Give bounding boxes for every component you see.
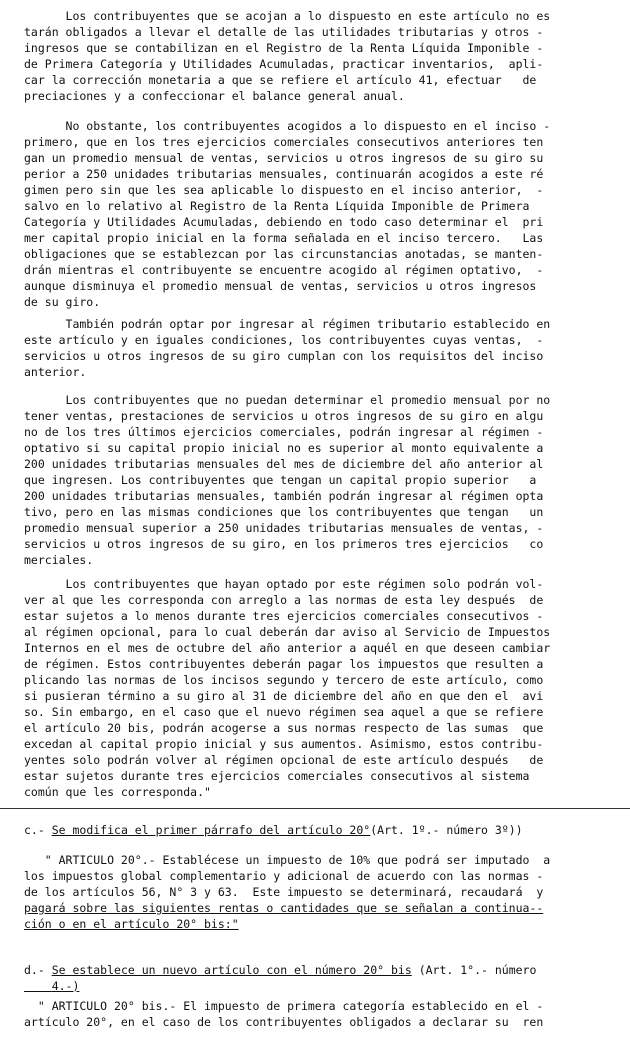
text-line: perior a 250 unidades tributarias mensuales, continuarán acogidos a este ré	[24, 167, 544, 181]
text-line: gan un promedio mensual de ventas, servicios u otros ingresos de su giro su	[24, 151, 544, 165]
text-line: servicios u otros ingresos de su giro cumplan con los requisitos del inciso	[24, 349, 544, 363]
text-line: aunque disminuya el promedio mensual de ventas, servicios u otros ingresos	[24, 279, 537, 293]
text-line: Categoría y Utilidades Acumuladas, debiendo en todo caso determinar el pri	[24, 215, 544, 229]
text-line: servicios u otros ingresos de su giro, en los primeros tres ejercicios co	[24, 537, 544, 551]
text-line: este artículo y en iguales condiciones, los contribuyentes cuyas ventas, -	[24, 333, 544, 347]
paragraph-3	[24, 316, 619, 380]
section-d-heading-line	[24, 962, 619, 978]
text-line: optativo si su capital propio inicial no es superior al monto equivalente a	[24, 441, 544, 455]
text-line: promedio mensual superior a 250 unidades tributarias mensuales de ventas, -	[24, 521, 544, 535]
text-line: obligaciones que se establezcan por las circunstancias anotadas, se manten-	[24, 247, 544, 261]
text-line: merciales.	[24, 553, 94, 567]
text-line: preciaciones y a confeccionar el balance general anual.	[24, 89, 405, 103]
text-line: artículo 20°, en el caso de los contribuyentes obligados a declarar su ren	[24, 1015, 544, 1029]
section-d-heading: Se establece un nuevo artículo con el número 20° bis	[51, 963, 412, 977]
text-line: 200 unidades tributarias mensuales, también podrán ingresar al régimen opta	[24, 489, 544, 503]
section-d-letter: d.-	[24, 963, 45, 977]
paragraph-4	[24, 392, 619, 568]
text-line: ver al que les corresponda con arreglo a las normas de esta ley después de	[24, 593, 544, 607]
section-c-reference: (Art. 1º.- número 3º))	[370, 823, 523, 837]
text-line: estar sujetos a lo menos durante tres ejercicios comerciales consecutivos -	[24, 609, 544, 623]
text-line: gimen pero sin que les sea aplicable lo dispuesto en el inciso anterior, -	[24, 183, 544, 197]
text-line: de los artículos 56, N° 3 y 63. Este impuesto se determinará, recaudará y	[24, 885, 544, 899]
text-line: tarán obligados a llevar el detalle de las utilidades tributarias y otros -	[24, 25, 544, 39]
section-d-reference: (Art. 1°.- número	[418, 963, 537, 977]
text-line: no de los tres últimos ejercicios comerciales, podrán ingresar al régimen -	[24, 425, 544, 439]
text-line: el artículo 20 bis, podrán acogerse a sus normas respecto de las sumas que	[24, 721, 544, 735]
separator-line	[0, 808, 630, 809]
section-d-quote	[24, 998, 619, 1030]
paragraph-5	[24, 576, 619, 800]
text-line: " ARTICULO 20°.- Establécese un impuesto de 10% que podrá ser imputado a	[24, 853, 551, 867]
text-line: Internos en el mes de octubre del año anterior a aquél en que deseen cambiar	[24, 641, 551, 655]
text-line: " ARTICULO 20° bis.- El impuesto de primera categoría establecido en el -	[24, 999, 544, 1013]
text-line: Los contribuyentes que hayan optado por este régimen solo podrán vol-	[24, 577, 544, 591]
section-d-reference-cont: 4.-)	[51, 979, 80, 993]
text-line: yentes solo podrán volver al régimen opcional de este artículo después de	[24, 753, 544, 767]
text-line: mer capital propio inicial en la forma señalada en el inciso tercero. Las	[24, 231, 544, 245]
text-line: de régimen. Estos contribuyentes deberán pagar los impuestos que resulten a	[24, 657, 544, 671]
text-line: anterior.	[24, 365, 87, 379]
text-line: Los contribuyentes que no puedan determinar el promedio mensual por no	[24, 393, 551, 407]
section-c-heading-line	[24, 822, 619, 838]
text-line: drán mientras el contribuyente se encuentre acogido al régimen optativo, -	[24, 263, 544, 277]
text-line: ingresos que se contabilizan en el Registro de la Renta Líquida Imponible -	[24, 41, 544, 55]
section-c-heading: Se modifica el primer párrafo del artículo 20°	[51, 823, 371, 837]
text-line: al régimen opcional, para lo cual deberán dar aviso al Servicio de Impuestos	[24, 625, 551, 639]
text-line: so. Sin embargo, en el caso que el nuevo régimen sea aquel a que se refiere	[24, 705, 544, 719]
section-c-quote	[24, 852, 619, 932]
text-line: 200 unidades tributarias mensuales del mes de diciembre del año anterior al	[24, 457, 544, 471]
paragraph-2	[24, 118, 619, 310]
text-line: plicando las normas de los incisos segundo y tercero de este artículo, como	[24, 673, 544, 687]
text-line: primero, que en los tres ejercicios comerciales consecutivos anteriores ten	[24, 135, 544, 149]
paragraph-1	[24, 8, 619, 104]
text-line: ción o en el artículo 20° bis:"	[24, 917, 239, 931]
text-line: si pusieran término a su giro al 31 de diciembre del año en que den el avi	[24, 689, 544, 703]
text-line: de Primera Categoría y Utilidades Acumuladas, practicar inventarios, apli-	[24, 57, 544, 71]
text-line: car la corrección monetaria a que se refiere el artículo 41, efectuar de	[24, 73, 537, 87]
text-line: salvo en lo relativo al Registro de la Renta Líquida Imponible de Primera	[24, 199, 530, 213]
text-line: que ingresen. Los contribuyentes que tengan un capital propio superior a	[24, 473, 537, 487]
text-line: tener ventas, prestaciones de servicios u otros ingresos de su giro en algu	[24, 409, 544, 423]
text-line: común que les corresponda."	[24, 785, 211, 799]
text-line: pagará sobre las siguientes rentas o cantidades que se señalan a continua--	[24, 901, 544, 915]
text-line: de su giro.	[24, 295, 101, 309]
section-c	[24, 822, 619, 838]
text-line: tivo, pero en las mismas condiciones que los contribuyentes que tengan un	[24, 505, 544, 519]
text-line: No obstante, los contribuyentes acogidos a lo dispuesto en el inciso -	[24, 119, 551, 133]
text-line: estar sujetos durante tres ejercicios comerciales consecutivos al sistema	[24, 769, 530, 783]
section-d	[24, 962, 619, 994]
text-line: excedan al capital propio inicial y sus aumentos. Asimismo, estos contribu-	[24, 737, 544, 751]
text-line: los impuestos global complementario y adicional de acuerdo con las normas -	[24, 869, 544, 883]
text-line: Los contribuyentes que se acojan a lo dispuesto en este artículo no es	[24, 9, 551, 23]
text-line: También podrán optar por ingresar al régimen tributario establecido en	[24, 317, 551, 331]
section-c-letter: c.-	[24, 823, 45, 837]
